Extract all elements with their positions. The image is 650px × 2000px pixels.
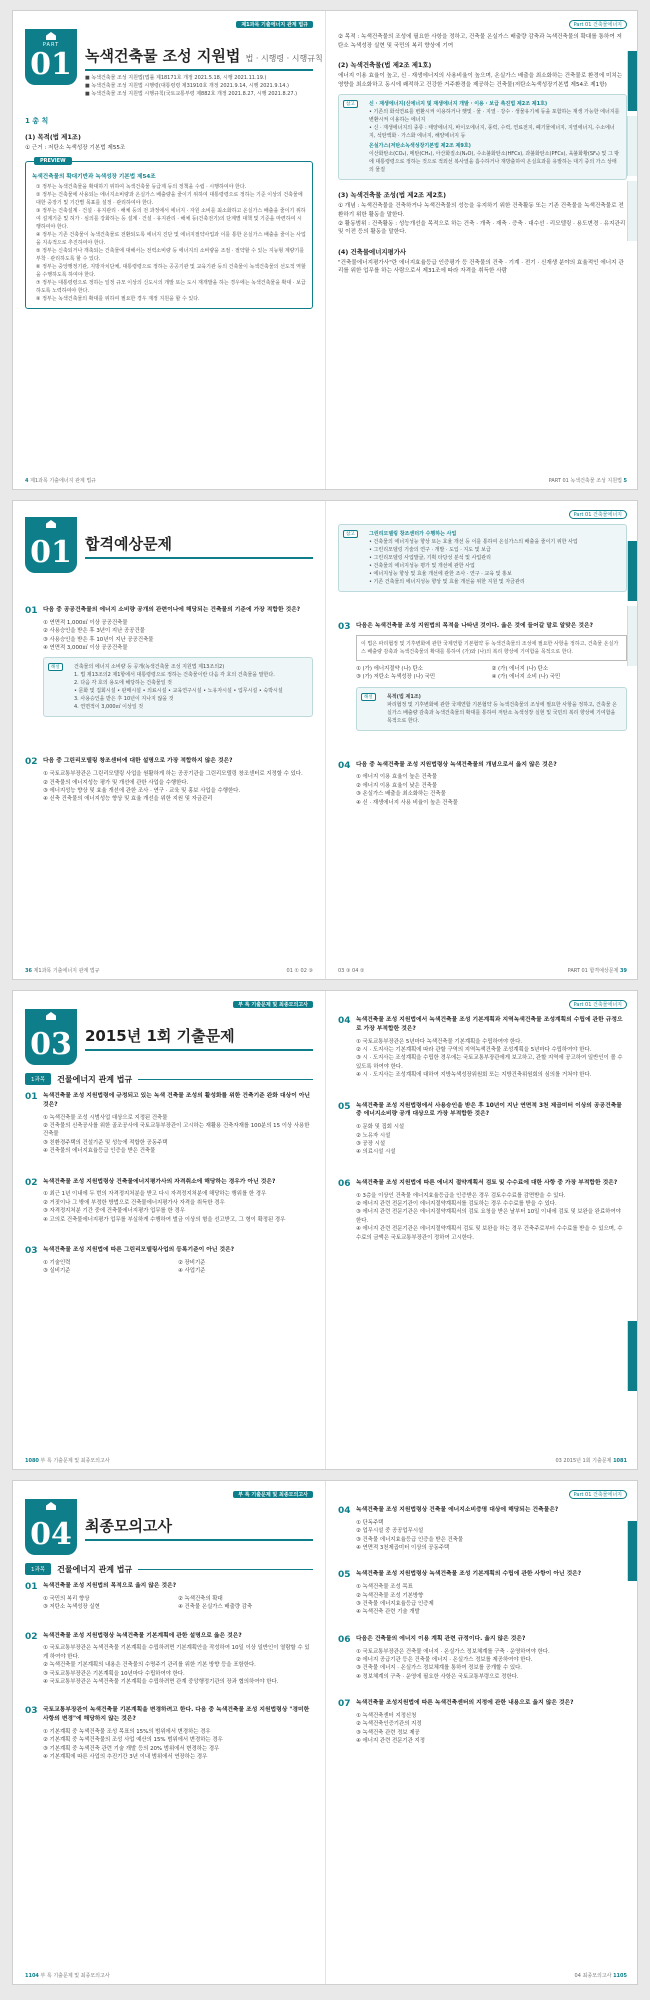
part-number: 04 <box>30 1517 72 1552</box>
option-1[interactable]: ① 국토교통부장관은 그린리모델링 사업을 원활하게 하는 공공기관을 그린리모델링 창조센터로 지정할 수 있다. <box>43 771 303 778</box>
chapter-title: 녹색건축물 조성 지원법 법 · 시행령 · 시행규칙 <box>85 47 323 65</box>
question-04: 04 녹색건축물 조성 지원법령상 건축물 에너지소비증명 대상에 해당되는 건축물은? <box>338 1506 559 1516</box>
subject-heading <box>25 1073 313 1085</box>
page-1104 <box>13 1481 326 1984</box>
preview-items: ① 정부는 녹색건축물을 확대하기 위하여 녹색건축물 등급제 등의 정책을 수립 · 시행하여야 한다. ② 정부는 건축물에 사용되는 에너지소비량과 온실가스 배출량을 줄이기 위하여 대통령령으로 정하는 기준 이상의 건축물에 대한 중장기 및 기간별 목표를 설정 · 관리하여야 한다. ③ 정부는 건축설계 · 건설 · 유지관리 · 해체 등의 전 과정에서 에너지 · 자원 소비를 최소화하고 온실가스 배출을 줄이기 위하여 설계기준 및 허가 · 심의를 강화하는 등 설계 · 건설 · 유지관리 · 해체 등(건축전기)의 단계별 대책 및 기준을 마련하여 시행하여야 한다. ④ 정부는 기존 건축물이 녹색건축물로 전환되도록 에너지 진단 및 에너지절약사업과 이를 통한 온실가스 배출을 줄이는 사업을 지속적으로 추진하여야 한다. ⑤ 정부는 신축되거나 개축되는 건축물에 대해서는 전력소비량 등 에너지의 소비량을 조절 · 절약할 수 있는 지능형 계량기를 부착 · 관리하도록 할 수 있다. ⑥ 정부는 중앙행정기관, 지방자치단체, 대통령령으로 정하는 공공기관 및 교육기관 등의 건축물이 녹색건축물의 선도적 역할을 수행하도록 하여야 한다. ⑦ 정부는 대통령령으로 정하는 일정 규모 이상의 신도시의 개발 또는 도시 재개발을 하는 경우에는 녹색건축물을 확대 · 보급하도록 노력하여야 한다. ⑧ 정부는 녹색건축물의 확대를 위하여 필요한 경우 재정 지원을 할 수 있다. <box>36 183 306 302</box>
sub-heading: (1) 목적(법 제1조) <box>25 133 81 141</box>
question-options <box>356 1712 627 1746</box>
question-options <box>43 619 313 653</box>
page-39 <box>326 501 639 979</box>
house-icon <box>46 1502 56 1510</box>
option-1[interactable]: ① 최근 1년 이내에 두 번의 자격정지처분을 받고 다시 자격정지처분에 해당하는 행위를 한 경우 <box>43 1191 267 1198</box>
option-3[interactable]: ③ 에너지성능 향상 및 효율 개선에 관한 조사 · 연구 · 교육 및 홍보 사업을 수행한다. <box>43 788 241 795</box>
page-4 <box>13 11 326 489</box>
sub-heading: (3) 녹색건축물 조성(법 제2조 제2호) <box>338 191 447 200</box>
spread-2 <box>12 500 638 980</box>
question-01: 01 다음 중 공공건축물의 에너지 소비량 공개의 관련이나에 해당되는 건축물의 기준에 가장 적합한 것은? <box>25 606 301 616</box>
option-4[interactable]: ④ 신축 건축물의 에너지성능 향상 및 효율 개선을 위한 지원 및 자금관리 <box>43 796 213 803</box>
option-1[interactable]: ① 에너지 이용 효율이 높은 건축물 <box>356 774 438 781</box>
side-tab <box>627 181 637 241</box>
chapter-title-block <box>25 29 323 82</box>
page-1105 <box>326 1481 639 1984</box>
question-02: 02 녹색건축물 조성 지원법령상 녹색건축물 기본계획에 관한 설명으로 옳은 것은? <box>25 1631 242 1642</box>
question-04: 04 녹색건축물 조성 지원법에서 녹색건축물 조성 기본계획과 지역녹색건축물 조성계획의 수립에 관한 규정으로 가장 부적합한 것은? <box>338 1016 623 1032</box>
page-header <box>338 19 627 29</box>
option-3[interactable]: ③ 녹색건축 관련 정보 제공 <box>356 1729 420 1736</box>
subject-chip: 1과목 <box>25 1073 51 1085</box>
page-footer: 04 최종모의고사 1105 <box>574 1973 627 1979</box>
question-options <box>43 1114 313 1156</box>
header-pill: 제1과목 기출에너지 관계 법규 <box>236 21 313 28</box>
option-1[interactable]: ① 국토교통부장관은 녹색건축물 기본계획을 수립하려면 기본계획안을 작성하여 10일 이상 일반인이 열람할 수 있게 하여야 한다. <box>43 1645 310 1660</box>
option-1[interactable]: ① 3층을 이상인 건축물 에너지효율등급을 인증받은 경우 검토수수료를 감면받을 수 있다. <box>356 1192 566 1199</box>
subject-rule <box>138 1079 313 1080</box>
question-options <box>356 665 627 682</box>
option-2[interactable]: ② 에너지 공급기관 등은 건축물 에너지 · 온실가스 정보를 제공하여야 한다. <box>356 1657 533 1664</box>
option-2[interactable]: ② 녹색건축물 기본계획의 내용은 건축물의 수명주기 관리를 위한 기본 방향 등을 포함한다. <box>43 1662 256 1669</box>
option-2[interactable]: ② 녹색건축물 조성 기본방향 <box>356 1592 424 1599</box>
page-header <box>338 1489 627 1499</box>
option-4[interactable]: ④ 에너지 관련 전문기관은 에너지절약계획서 검토 및 보완을 하는 경우 건축주로부터 수수료를 받을 수 있으며, 수수료의 금액은 국토교통부장관이 정하여 고시한다. <box>356 1226 623 1241</box>
page-footer: 4 제1과목 기출에너지 관계 법규 <box>25 478 96 484</box>
question-02: 02 녹색건축물 조성 지원법령상 건축물에너지평가사의 자격취소에 해당하는 경우가 아닌 것은? <box>25 1177 276 1188</box>
question-options <box>43 1644 313 1686</box>
header-tag: Part 01 건축물에너지 <box>569 1000 627 1009</box>
header-pill: 부 록 기출문제 및 최종모의고사 <box>233 1001 313 1008</box>
question-02: 02 다음 중 그린리모델링 창조센터에 대한 설명으로 가장 적합하지 않은 것은? <box>25 757 233 768</box>
option-4[interactable]: ④ 연면적 3천제곱미터 이상의 공동주택 <box>356 1545 450 1552</box>
option-4[interactable]: ④ 연면적 3,000㎡ 이상 공공건축물 <box>43 645 128 652</box>
question-01: 01 녹색건축물 조성 지원법령에 규정되고 있는 녹색 건축물 조성의 활성화를 위한 건축기준 완화 대상이 아닌 것은? <box>25 1092 311 1108</box>
explanation-box: 해설 건축물의 에너지 소비량 등 공개(녹색건축물 조성 지원법 제13조의2) 1. 법 제13조의2 제1항에서 대통령령으로 정하는 건축물이란 다음 각 호의 건축물을 말한다. 2. 다음 각 호의 용도에 해당하는 건축물일 것 • 문화 및 집회시설 • 판매시설 • 의료시설 • 교육연구시설 • 노유자시설 • 업무시설 • 숙박시설 3. 사용승인을 받은 후 10년이 지나지 않을 것 4. 연면적이 3,000㎡ 이상일 것 <box>43 657 313 717</box>
option-2[interactable]: ② 업무시설 중 공공업무시설 <box>356 1528 424 1535</box>
option-1[interactable]: ① 국토교통부장관은 5년마다 녹색건축물 기본계획을 수립하여야 한다. <box>356 1038 523 1045</box>
option-4[interactable]: ④ 신 · 재생에너지 사용 비율이 높은 건축물 <box>356 799 458 806</box>
title-rule <box>85 69 313 71</box>
option-2[interactable]: ② 녹색건축인증기관의 지정 <box>356 1721 422 1728</box>
side-tab <box>627 606 637 666</box>
page-header <box>338 509 627 519</box>
header-pill: 부 록 기출문제 및 최종모의고사 <box>233 1491 313 1498</box>
reference-box: 참고 그린리모델링 창조센터가 수행하는 사업 • 건축물의 에너지성능 향상 또는 효율 개선 등 이를 통하여 온실가스의 배출을 줄이기 위한 사업 • 그린리모델링 기술의 연구 · 개발 · 도입 · 지도 및 보급 • 그린리모델링 사업발굴, 기획 타당성 분석 및 사업관리 • 건축물의 에너지성능 평가 및 개선에 관한 사업 • 에너지성능 향상 및 효율 개선에 관한 조사 · 연구 · 교육 및 홍보 • 기존 건축물의 에너지성능 향상 및 효율 개선을 위한 지원 및 자금관리 <box>338 524 627 592</box>
option-3[interactable]: ③ 건축물 에너지 · 온실가스 정보체계를 통하여 정보를 공개할 수 있다. <box>356 1665 522 1672</box>
option-3[interactable]: ③ 실비기준 <box>43 1268 71 1275</box>
part-number: 01 <box>30 535 72 570</box>
part-badge <box>25 1009 77 1065</box>
subject-heading <box>25 1563 313 1575</box>
preview-label: PREVIEW <box>34 157 72 165</box>
page-1081 <box>326 991 639 1469</box>
subject-title: 건물에너지 관계 법규 <box>57 1564 133 1574</box>
option-1[interactable]: ① 단독주택 <box>356 1519 384 1526</box>
option-3[interactable]: ③ 자격정지처분 기간 중에 건축물에너지평가 업무를 한 경우 <box>43 1208 185 1215</box>
option-3[interactable]: ③ (가) 저탄소 녹색성장 (나) 국민 <box>356 674 436 681</box>
option-1[interactable]: ① 녹색건축물 조성 목표 <box>356 1584 413 1591</box>
question-options <box>43 1728 313 1762</box>
reference-label: 참고 <box>343 530 358 538</box>
question-03: 03 다음은 녹색건축물 조성 지원법의 목적을 나타낸 것이다. 옳은 것에 들어갈 말로 알맞은 것은? <box>338 622 593 632</box>
option-2[interactable]: ② 녹색건축의 확대 <box>178 1595 223 1602</box>
chapter-title-block <box>25 1009 313 1062</box>
house-icon <box>46 1012 56 1020</box>
law-legend: ■ 녹색건축물 조성 지원법(법률 제18171호 개정 2021.5.18, 시행 2021.11.19.) ■ 녹색건축물 조성 지원법 시행령(대통령령 제31910호 개정 2021.9.14, 시행 2021.9.14.) ■ 녹색건축물 조성 지원법 시행규칙(국토교통부령 제882호 개정 2021.8.27, 시행 2021.8.27.) <box>85 75 298 97</box>
chapter-title: 2015년 1회 기출문제 <box>85 1027 235 1045</box>
question-box: 이 법은 파리협정 및 기후변화에 관한 국제연합 기본협약 등 녹색건축물의 조성에 필요한 사항을 정하고, 건축물 온실가스 배출량 감축과 녹색건축물의 확대를 통하여 (가)와 (나)의 복리 향상에 기여함을 목적으로 한다. <box>356 635 627 661</box>
option-2[interactable]: ② 에너지 이용 효율이 낮은 건축물 <box>356 782 438 789</box>
page-header <box>25 1489 313 1499</box>
question-06: 06 녹색건축물 조성 지원법에 따른 에너지 절약계획서 검토 및 수수료에 대한 사항 중 가장 부적합한 것은? <box>338 1178 618 1189</box>
header-tag: Part 01 건축물에너지 <box>569 1490 627 1499</box>
option-4[interactable]: ④ 에너지 관련 전문기관 지정 <box>356 1738 425 1745</box>
question-03: 03 녹색건축물 조성 지원법에 따른 그린리모델링사업의 등록기준이 아닌 것은? <box>25 1246 235 1257</box>
part-badge <box>25 29 77 85</box>
option-1[interactable]: ① 국토교통부장관은 건축물 에너지 · 온실가스 정보체계를 구축 · 운영하여야 한다. <box>356 1648 550 1655</box>
page-header <box>25 19 313 29</box>
page-footer: 36 제1과목 기출에너지 관계 법규 <box>25 968 100 974</box>
title-rule <box>85 1049 313 1051</box>
preview-box <box>25 157 313 309</box>
option-4[interactable]: ④ 시 · 도지사는 조성계획에 대하여 지방녹색성장위원회 또는 지방건축위원회의 심의를 거쳐야 한다. <box>356 1072 592 1079</box>
option-4[interactable]: ④ 건축물 온실가스 배출량 감축 <box>178 1604 253 1611</box>
question-options <box>43 1259 313 1276</box>
title-rule <box>85 1539 313 1541</box>
chapter-title: 합격예상문제 <box>85 535 172 553</box>
question-options <box>356 1519 627 1553</box>
option-4[interactable]: ④ 기본계획에 따른 사업의 추진기간 3년 이내 범위에서 연장하는 경우 <box>43 1754 208 1761</box>
body-text: ① 근거 : 저탄소 녹색성장 기본법 제55조 <box>25 145 126 151</box>
option-1[interactable]: ① 기술인력 <box>43 1259 71 1266</box>
question-05: 05 녹색건축물 조성 지원법령상 녹색건축물 조성 기본계획의 수립에 관한 사항이 아닌 것은? <box>338 1570 582 1581</box>
body-text: ① 개념 : 녹색건축물을 건축하거나 녹색건축물의 성능을 유지하기 위한 건축활동 또는 기존 건축물을 녹색건축물로 전환하기 위한 활동을 말한다. ② 활동범위 : 건축활동 : 성능개선을 목적으로 하는 건축 · 개축 · 재축 · 증축 · 대수선 · 리모델링 · 용도변경 · 유지관리 및 이전 등의 활동을 말한다. <box>338 203 626 236</box>
option-2[interactable]: ② 사용승인을 받은 후 3년이 지난 공공건물 <box>43 628 145 635</box>
spread-4 <box>12 1480 638 1985</box>
answer-checks: 01 ① 02 ③ <box>286 968 313 974</box>
side-tab-active <box>627 1521 637 1581</box>
question-options <box>43 1595 313 1612</box>
part-number: 03 <box>30 1027 72 1062</box>
question-options <box>356 1038 627 1080</box>
side-tab-active <box>627 1321 637 1391</box>
page-footer: PART 01 합격예상문제 39 <box>567 968 627 974</box>
reference-label: 참고 <box>343 100 358 108</box>
option-1[interactable]: ① (가) 에너지절약 (나) 탄소 <box>356 665 423 672</box>
page-36 <box>13 501 326 979</box>
option-3[interactable]: ③ 친환경주택의 건설기준 및 성능에 적합한 공동주택 <box>43 1139 168 1146</box>
option-4[interactable]: ④ 의료시설 시설 <box>356 1149 396 1156</box>
section-heading: 1 총 칙 <box>25 117 49 125</box>
option-3[interactable]: ③ 국토교통부장관은 기본계획을 10년마다 수립하여야 한다. <box>43 1670 185 1677</box>
option-4[interactable]: ④ (가) 에너지 소비 (나) 국민 <box>491 674 561 681</box>
option-2[interactable]: ② 기본계획 중 녹색건축물의 조성 사업 예산의 15% 범위에서 변경하는 경우 <box>43 1737 223 1744</box>
sub-heading: (2) 녹색건축물(법 제2조 제1호) <box>338 61 432 70</box>
option-1[interactable]: ① 국민의 복리 향상 <box>43 1595 90 1602</box>
question-04: 04 다음 중 녹색건축물 조성 지원법령상 녹색건축물의 개념으로서 옳지 않은 것은? <box>338 760 557 771</box>
explanation-label: 해설 <box>361 693 376 701</box>
page-footer: 03 2015년 1회 기출문제 1081 <box>555 1458 627 1464</box>
page-5 <box>326 11 639 489</box>
question-06: 06 다음은 건축물의 에너지 이용 계획 관련 규정이다. 옳지 않은 것은? <box>338 1634 526 1645</box>
option-3[interactable]: ③ 사용승인을 받은 후 10년이 지난 공공건축물 <box>43 636 154 643</box>
page-footer: 1104 부 록 기출문제 및 최종모의고사 <box>25 1973 110 1979</box>
option-3[interactable]: ③ 에너지 관련 전문기관은 에너지절약계획서의 검토 요청을 받은 날부터 10일 이내에 검토 및 보완을 완료하여야 한다. <box>356 1209 621 1224</box>
question-options <box>43 770 313 804</box>
subject-chip: 1과목 <box>25 1563 51 1575</box>
option-4[interactable]: ④ 녹색건축 관련 기술 개발 <box>356 1609 420 1616</box>
option-1[interactable]: ① 녹색건축물 조성 시범사업 대상으로 지정된 건축물 <box>43 1114 168 1121</box>
spread-1 <box>12 10 638 490</box>
question-03: 03 국토교통부장관이 녹색건축물 기본계획을 변경하려고 한다. 다음 중 녹색건축물 조성 지원법령상 "경미한 사항의 변경"에 해당하지 않는 것은? <box>25 1706 310 1723</box>
option-3[interactable]: ③ 기본계획 중 녹색건축 관련 기술 개발 등의 20% 범위에서 변경하는 경우 <box>43 1745 220 1752</box>
header-tag: Part 01 건축물에너지 <box>569 510 627 519</box>
preview-title: 녹색건축물의 확대기반과 녹색성장 기본법 제54조 <box>32 173 156 180</box>
body-text: "건축물에너지평가사"란 에너지효율등급 인증평가 등 건축물의 건축 · 기계 · 전기 · 신재생 분야의 효율적인 에너지 관리를 위한 업무를 하는 사람으로서 제31조에 따라 자격을 취득한 사람 <box>338 259 624 275</box>
option-1[interactable]: ① 문화 및 집회 시설 <box>356 1124 405 1131</box>
option-2[interactable]: ② 건축물의 신축공사를 위한 골조공사에 국토교통부장관이 고시하는 재활용 건축자재를 100분의 15 이상 사용한 건축물 <box>43 1123 310 1138</box>
option-2[interactable]: ② 건축물의 에너지성능 평가 및 개선에 관한 사업을 수행한다. <box>43 779 189 786</box>
option-3[interactable]: ③ 시 · 도지사는 조성계획을 수립한 경우에는 국토교통부장관에게 보고하고, 관할 지역에 공고하여 일반인이 볼 수 있도록 하여야 한다. <box>356 1055 623 1070</box>
subject-title: 건물에너지 관계 법규 <box>57 1074 133 1084</box>
page-header <box>25 999 313 1009</box>
answer-checks: 03 ③ 04 ② <box>338 968 365 974</box>
option-3[interactable]: ③ 온실가스 배출을 최소화하는 건축물 <box>356 791 446 798</box>
chapter-title: 최종모의고사 <box>85 1517 172 1535</box>
option-4[interactable]: ④ 사업기준 <box>178 1268 206 1275</box>
house-icon <box>46 32 56 40</box>
question-options <box>356 1648 627 1682</box>
option-2[interactable]: ② 에너지 관련 전문기관이 에너지절약계획서를 검토하는 경우 수수료를 받을 수 있다. <box>356 1201 557 1208</box>
side-tab-active <box>627 541 637 601</box>
option-4[interactable]: ④ 고의로 건축물에너지평가 업무를 부실하게 수행하여 벌금 이상의 형을 선고받고, 그 형이 확정된 경우 <box>43 1216 286 1223</box>
question-07: 07 녹색건축물 조성지원법에 따른 녹색건축센터의 지정에 관한 내용으로 옳지 않은 것은? <box>338 1699 574 1710</box>
question-05: 05 녹색건축물 조성 지원법령에서 사용승인을 받은 후 10년이 지난 연면적 3천 제곱미터 이상의 공공건축물 중 에너지소비량 공개 대상으로 가장 부적합한 것은? <box>338 1101 622 1118</box>
page-1080 <box>13 991 326 1469</box>
option-4[interactable]: ④ 국토교통부장관은 녹색건축물 기본계획을 수립하려면 관계 중앙행정기관의 장과 협의하여야 한다. <box>43 1679 279 1686</box>
option-2[interactable]: ② 장비기준 <box>178 1259 206 1266</box>
part-badge <box>25 517 77 573</box>
page-footer: 1080 부 록 기출문제 및 최종모의고사 <box>25 1458 110 1464</box>
question-01: 01 녹색건축물 조성 지원법의 목적으로 옳지 않은 것은? <box>25 1582 177 1592</box>
option-4[interactable]: ④ 건축물의 에너지효율등급 인증을 받은 건축물 <box>43 1148 156 1155</box>
explanation-box: 해설 목적(법 제1조) 파리협정 및 기후변화에 관한 국제연합 기본협약 등 녹색건축물의 조성에 필요한 사항을 정하고, 건축물 온실가스 배출량 감축과 녹색건축물의 확대를 통하여 저탄소 녹색성장 실현 및 국민의 복리 향상에 기여함을 목적으로 한다. <box>356 687 627 731</box>
option-3[interactable]: ③ 건축물 에너지효율등급 인증을 받은 건축물 <box>356 1536 464 1543</box>
part-badge <box>25 1499 77 1555</box>
question-options <box>356 1192 627 1242</box>
option-3[interactable]: ③ 건축물 에너지효율등급 인증제 <box>356 1601 434 1608</box>
option-2[interactable]: ② 거짓이나 그 밖에 부정한 방법으로 건축물에너지평가사 자격을 취득한 경우 <box>43 1199 225 1206</box>
sub-heading: (4) 건축물에너지평가사 <box>338 247 407 256</box>
subject-rule <box>138 1569 313 1570</box>
side-tab-active <box>627 51 637 111</box>
option-1[interactable]: ① 연면적 1,000㎡ 이상 공공건축물 <box>43 619 128 626</box>
option-2[interactable]: ② 노유자 시설 <box>356 1132 391 1139</box>
option-2[interactable]: ② (가) 에너지 (나) 탄소 <box>491 665 549 672</box>
body-text: 에너지 이용 효율이 높고, 신 · 재생에너지의 사용비율이 높으며, 온실가스 배출을 최소화하는 건축물로 환경에 미치는 영향을 최소화하고 동시에 쾌적하고 건강한 거주환경을 제공하는 건축물(저탄소녹색성장기본법 제54조 제1항) <box>338 73 623 88</box>
header-tag: Part 01 건축물에너지 <box>569 20 627 29</box>
option-1[interactable]: ① 기본계획 중 녹색건축물 조성 목표의 15%의 범위에서 변경하는 경우 <box>43 1729 211 1736</box>
question-options <box>356 1123 627 1157</box>
part-number: 01 <box>30 47 72 82</box>
option-4[interactable]: ④ 정보체계의 구축 · 운영에 필요한 사항은 국토교통부령으로 정한다. <box>356 1673 519 1680</box>
question-options <box>43 1190 313 1224</box>
option-2[interactable]: ② 시 · 도지사는 기본계획에 따라 관할 구역의 지역녹색건축물 조성계획을 5년마다 수립하여야 한다. <box>356 1047 592 1053</box>
chapter-title-block <box>25 517 313 570</box>
question-options <box>356 1583 627 1617</box>
side-tab <box>627 116 637 176</box>
chapter-title-block <box>25 1499 313 1552</box>
page-header <box>338 999 627 1009</box>
part-label: PART <box>42 42 60 48</box>
house-icon <box>46 520 56 528</box>
reference-box: 참고 신 · 재생에너지(신에너지 및 재생에너지 개발 · 이용 · 보급 촉진법 제2조 제1호) • 기존의 화석연료를 변환시켜 이용하거나 햇빛 · 물 · 지열 · 강수 · 생물유기체 등을 포함하는 재생 가능한 에너지를 변환시켜 이용하는 에너지 • 신 · 재생에너지의 종류 : 태양에너지, 바이오에너지, 풍력, 수력, 연료전지, 폐기물에너지, 지열에너지, 수소에너지, 석탄액화 · 가스화 에너지, 해양에너지 등 온실가스(저탄소녹색성장기본법 제2조 제9호) 이산화탄소(CO₂), 메탄(CH₄), 아산화질소(N₂O), 수소불화탄소(HFCs), 과불화탄소(PFCs), 육불화황(SF₆) 및 그 밖에 대통령령으로 정하는 것으로 적외선 복사열을 흡수하거나 재방출하여 온실효과를 유발하는 대기 중의 가스 상태의 물질 <box>338 94 627 180</box>
body-text: ② 목적 : 녹색건축물의 조성에 필요한 사항을 정하고, 건축물 온실가스 배출량 감축과 녹색건축물의 확대를 통하여 저탄소 녹색성장 실현 및 국민의 복리 향상에 기여 <box>338 34 622 49</box>
option-1[interactable]: ① 녹색건축센터 지정신청 <box>356 1713 417 1720</box>
question-options <box>356 773 627 807</box>
page-footer: PART 01 녹색건축물 조성 지원법 5 <box>548 478 627 484</box>
explanation-label: 해설 <box>48 663 63 671</box>
option-3[interactable]: ③ 공장 시설 <box>356 1141 386 1148</box>
spread-3 <box>12 990 638 1470</box>
option-3[interactable]: ③ 저탄소 녹색성장 실현 <box>43 1604 100 1611</box>
